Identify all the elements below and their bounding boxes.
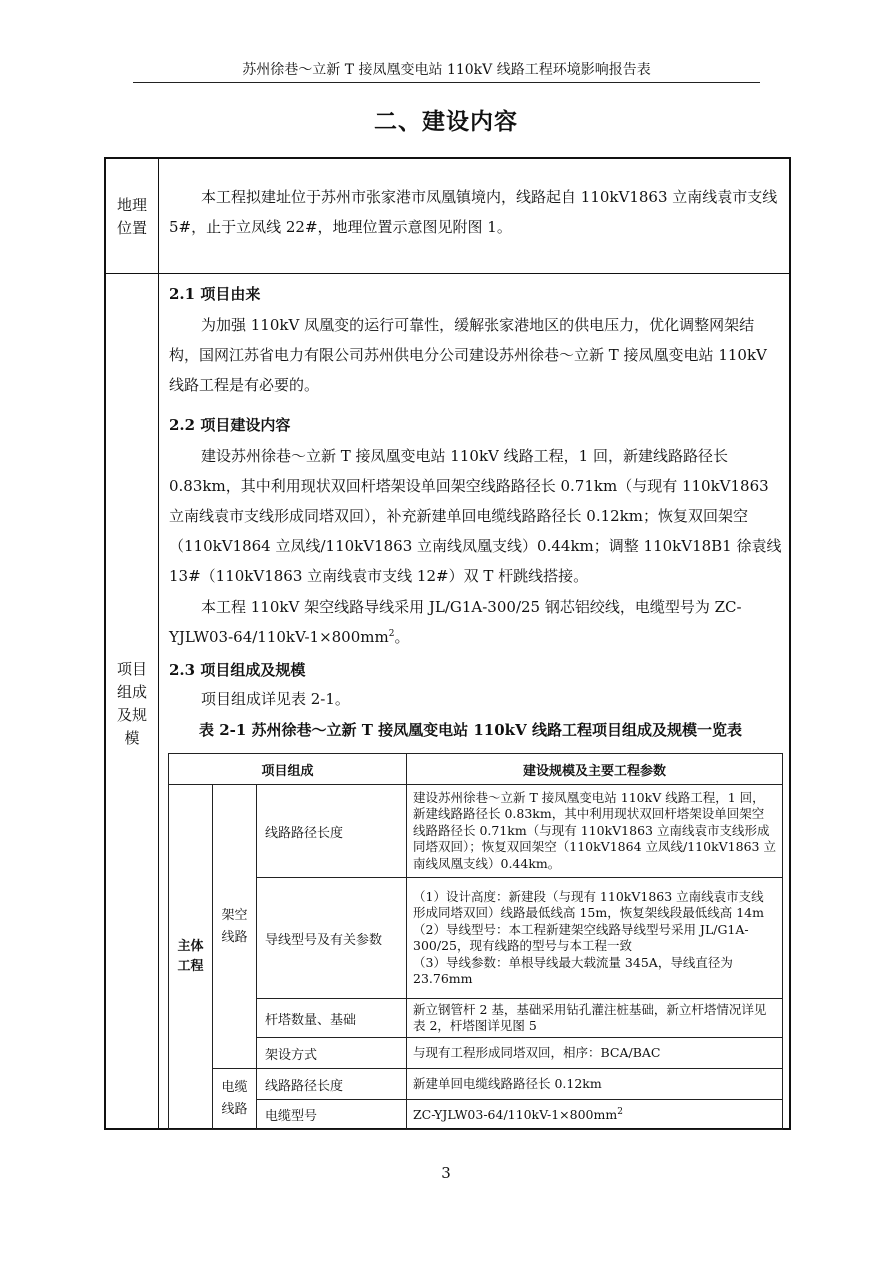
page-number: 3 bbox=[441, 1164, 451, 1182]
label-column-divider bbox=[158, 159, 159, 1128]
value-cell: 与现有工程形成同塔双回，相序：BCA/BAC bbox=[407, 1038, 783, 1069]
table-caption: 表 2-1 苏州徐巷～立新 T 接凤凰变电站 110kV 线路工程项目组成及规模一览表 bbox=[199, 721, 742, 739]
content-frame bbox=[104, 157, 791, 1130]
section-2-3-text: 项目组成详见表 2-1。 bbox=[201, 690, 350, 708]
value-cell bbox=[407, 1100, 783, 1130]
cable-model-main: ZC-YJLW03-64/110kV-1×800mm bbox=[413, 1106, 618, 1122]
scale-label-line: 模 bbox=[124, 729, 140, 747]
overhead-line-label: 架空 bbox=[221, 907, 248, 923]
cable-line-cell bbox=[213, 1069, 257, 1130]
section-2-1-heading: 2.1 项目由来 bbox=[169, 285, 261, 303]
scale-label-line: 项目 bbox=[116, 660, 147, 678]
item-cell: 电缆型号 bbox=[257, 1100, 407, 1130]
header-divider bbox=[133, 82, 760, 83]
overhead-line-label: 线路 bbox=[221, 929, 248, 945]
location-label-line: 地理 bbox=[116, 196, 147, 214]
category-cell bbox=[169, 785, 213, 1130]
table-row bbox=[169, 999, 783, 1038]
location-label bbox=[106, 194, 158, 240]
item-cell: 杆塔数量、基础 bbox=[257, 999, 407, 1038]
section-2-2-text: 建设苏州徐巷～立新 T 接凤凰变电站 110kV 线路工程，1 回，新建线路路径长 0.83km，其中利用现状双回杆塔架设单回架空线路路径长 0.71km（与现有 110kV1863 立南线袁市支线形成同塔双回），补充新建单回电缆线路路径长 0.12km；恢复双回架空（110kV1864 立凤线/110kV1863 立南线凤凰支线）0.44km；调整 110kV18B1 徐袁线 13#（110kV1863 立南线袁市支线 12#）双 T 杆跳线搭接。 bbox=[169, 447, 782, 585]
table-row bbox=[169, 1100, 783, 1130]
section-title: 二、建设内容 bbox=[374, 108, 518, 135]
row-divider bbox=[106, 273, 789, 274]
value-cell: 建设苏州徐巷～立新 T 接凤凰变电站 110kV 线路工程，1 回，新建线路路径长 0.83km，其中利用现状双回杆塔架设单回架空线路路径长 0.71km（与现有 110kV1863 立南线袁市支线形成同塔双回）；恢复双回架空（110kV1864 立凤线/110kV1863 立南线凤凰支线）0.44km。 bbox=[407, 785, 783, 878]
table-header-cell: 建设规模及主要工程参数 bbox=[407, 754, 783, 785]
item-cell: 导线型号及有关参数 bbox=[257, 878, 407, 999]
param-line: （2）导线型号：本工程新建架空线路导线型号采用 JL/G1A-300/25，现有线路的型号与本工程一致 bbox=[413, 921, 749, 953]
value-cell bbox=[407, 878, 783, 999]
scale-label-line: 及规 bbox=[116, 706, 147, 724]
table-header-cell: 项目组成 bbox=[169, 754, 407, 785]
category-line: 主体 bbox=[177, 939, 204, 954]
table-row bbox=[169, 785, 783, 878]
param-line: （3）导线参数：单根导线最大载流量 345A，导线直径为 23.76mm bbox=[413, 954, 733, 986]
overhead-line-cell bbox=[213, 785, 257, 1069]
category-line: 工程 bbox=[177, 959, 204, 974]
table-row bbox=[169, 878, 783, 999]
table-row bbox=[169, 1038, 783, 1069]
conductor-text-sup: 2 bbox=[388, 629, 395, 639]
cable-line-label: 线路 bbox=[221, 1102, 248, 1117]
conductor-text-end: 。 bbox=[394, 628, 410, 646]
section-2-2-heading: 2.2 项目建设内容 bbox=[169, 416, 291, 434]
page-header: 苏州徐巷～立新 T 接凤凰变电站 110kV 线路工程环境影响报告表 bbox=[242, 62, 651, 78]
scale-label bbox=[106, 658, 158, 750]
value-cell: 新立钢管杆 2 基，基础采用钻孔灌注桩基础，新立杆塔情况详见表 2，杆塔图详见图 5 bbox=[407, 999, 783, 1038]
value-cell: 新建单回电缆线路路径长 0.12km bbox=[407, 1069, 783, 1100]
table-header-row bbox=[169, 754, 783, 785]
table-row bbox=[169, 1069, 783, 1100]
param-line: （1）设计高度：新建段（与现有 110kV1863 立南线袁市支线形成同塔双回）线路最低线高 15m，恢复架线段最低线高 14m bbox=[413, 888, 764, 920]
section-2-1-text: 为加强 110kV 凤凰变的运行可靠性，缓解张家港地区的供电压力，优化调整网架结构，国网江苏省电力有限公司苏州供电分公司建设苏州徐巷～立新 T 接凤凰变电站 110kV 线路工程是有必要的。 bbox=[169, 316, 767, 394]
project-composition-table bbox=[168, 753, 783, 1130]
section-2-3-heading: 2.3 项目组成及规模 bbox=[169, 661, 306, 679]
cable-line-label: 电缆 bbox=[221, 1080, 248, 1095]
scale-label-line: 组成 bbox=[116, 683, 147, 701]
location-text: 本工程拟建址位于苏州市张家港市凤凰镇境内，线路起自 110kV1863 立南线袁市支线 5#，止于立凤线 22#，地理位置示意图见附图 1。 bbox=[169, 188, 778, 236]
location-label-line: 位置 bbox=[116, 219, 147, 237]
item-cell: 线路路径长度 bbox=[257, 785, 407, 878]
section-2-2-conductor-text bbox=[169, 592, 784, 652]
conductor-text-main: 本工程 110kV 架空线路导线采用 JL/G1A-300/25 钢芯铝绞线，电缆型号为 ZC-YJLW03-64/110kV-1×800mm bbox=[169, 598, 742, 646]
item-cell: 线路路径长度 bbox=[257, 1069, 407, 1100]
item-cell: 架设方式 bbox=[257, 1038, 407, 1069]
cable-model-sup: 2 bbox=[617, 1106, 623, 1117]
